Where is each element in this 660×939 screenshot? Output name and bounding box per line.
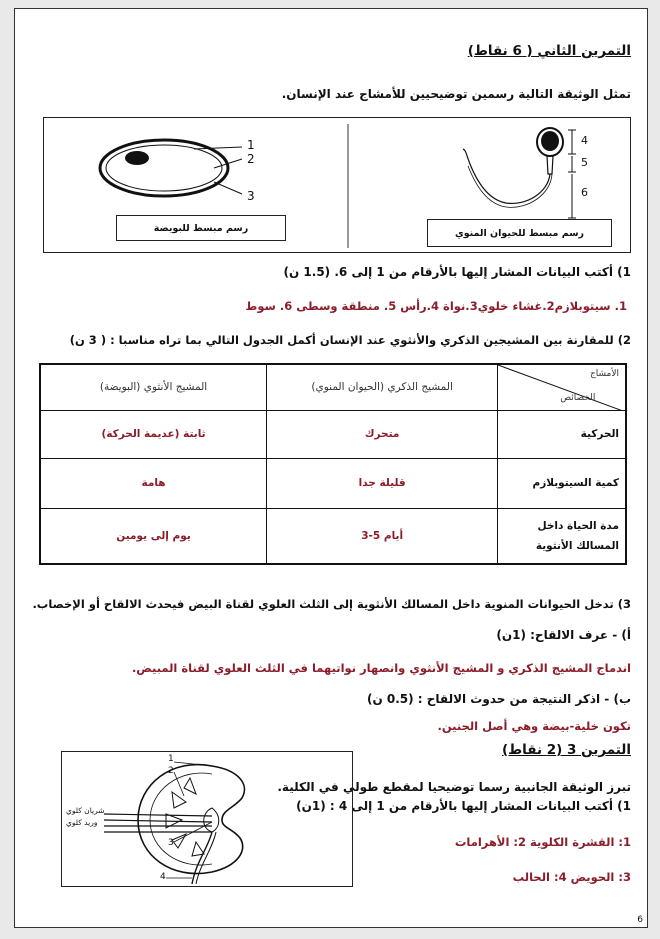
ex2-answer-3a: اندماج المشيج الذكري و المشيج الأنثوي وانصهار نواتيهما في الثلث العلوي لقناة المبيض. bbox=[131, 661, 631, 675]
cell-male-motility: متحرك bbox=[267, 410, 498, 458]
egg-caption: رسم مبسط للبويضة bbox=[116, 215, 286, 241]
comparison-table bbox=[39, 363, 627, 565]
ex2-answer-3b: تكون خلية-بيضة وهي أصل الجنين. bbox=[437, 719, 631, 733]
page-number: 6 bbox=[637, 915, 643, 925]
row-label-cytoplasm: كمية السيتوبلازم bbox=[498, 458, 626, 508]
table-row bbox=[40, 458, 626, 508]
exercise-2-title: التمرين الثاني ( 6 نقاط) bbox=[467, 43, 631, 59]
kidney-label-2: 2 bbox=[168, 766, 174, 776]
kidney-drawing bbox=[62, 752, 352, 886]
cell-female-cytoplasm: هامة bbox=[40, 458, 267, 508]
renal-vein-label: وريد كلوي bbox=[66, 818, 98, 827]
corner-cell bbox=[498, 364, 626, 410]
exercise-3-title: التمرين 3 (2 نقاط) bbox=[501, 742, 631, 758]
row-label-lifespan: مدة الحياة داخل المسالك الأنثوية bbox=[498, 508, 626, 564]
kidney-diagram bbox=[61, 751, 353, 887]
exercise-2-intro: تمثل الوثيقة التالية رسمين توضيحيين للأمشاج عند الإنسان. bbox=[281, 87, 631, 101]
cell-male-cytoplasm: قليلة جدا bbox=[267, 458, 498, 508]
sperm-label-5: 5 bbox=[581, 156, 588, 169]
ex2-question-3b: ب) - اذكر النتيجة من حدوث الالقاح : (0.5 ن) bbox=[366, 692, 631, 706]
row-label-motility: الحركية bbox=[498, 410, 626, 458]
kidney-label-1: 1 bbox=[168, 754, 174, 764]
sperm-caption: رسم مبسط للحيوان المنوي bbox=[427, 219, 612, 247]
exercise-3-intro: تبرز الوثيقة الجانبية رسما توضيحيا لمقطع طولي في الكلية. bbox=[277, 780, 631, 794]
cell-female-motility: ثابتة (عديمة الحركة) bbox=[40, 410, 267, 458]
sperm-label-4: 4 bbox=[581, 134, 588, 147]
corner-top-label: الأمشاج bbox=[589, 369, 619, 379]
kidney-label-4: 4 bbox=[160, 872, 166, 882]
cell-female-lifespan: يوم إلى يومين bbox=[40, 508, 267, 564]
ex2-question-2: 2) للمقارنة بين المشيجين الذكري والأنثوي عند الإنسان أكمل الجدول التالي بما تراه مناسبا : ( 3 ن) bbox=[69, 333, 631, 347]
table-header-row bbox=[40, 364, 626, 410]
egg-label-3: 3 bbox=[247, 189, 255, 203]
table-row bbox=[40, 410, 626, 458]
cell-male-lifespan: 3-5 أيام bbox=[267, 508, 498, 564]
worksheet-page bbox=[14, 8, 648, 928]
gametes-diagram bbox=[43, 117, 631, 253]
kidney-label-3: 3 bbox=[168, 838, 174, 848]
col-male-header: المشيج الذكري (الحيوان المنوي) bbox=[267, 364, 498, 410]
corner-bottom-label: الخصائص bbox=[560, 393, 596, 403]
sperm-cell-drawing bbox=[463, 128, 576, 218]
ex2-question-3: 3) تدخل الحيوانات المنوية داخل المسالك الأنثوية إلى الثلث العلوي لقناة البيض فيحدث الالقاح أو الإخصاب. bbox=[32, 597, 631, 611]
egg-cell-drawing bbox=[100, 140, 242, 196]
ex2-question-1: 1) أكتب البيانات المشار إليها بالأرقام من 1 إلى 6. (1.5 ن) bbox=[283, 265, 631, 279]
ex2-question-3a: أ) - عرف الالقاح: (1ن) bbox=[496, 628, 631, 642]
renal-artery-label: شريان كلوي bbox=[66, 806, 105, 815]
egg-label-1: 1 bbox=[247, 138, 255, 152]
ex3-answer-line-1: 1: القشرة الكلوية 2: الأهرامات bbox=[454, 835, 631, 849]
egg-label-2: 2 bbox=[247, 152, 255, 166]
ex2-answer-1: 1. سيتوبلازم2.غشاء خلوي3.نواة 4.رأس 5. منطقة وسطى 6. سوط bbox=[245, 299, 627, 313]
sperm-label-6: 6 bbox=[581, 186, 588, 199]
col-female-header: المشيج الأنثوي (البويضة) bbox=[40, 364, 267, 410]
table-row bbox=[40, 508, 626, 564]
ex3-answer-line-2: 3: الحويض 4: الحالب bbox=[512, 870, 631, 884]
ex3-question-1: 1) أكتب البيانات المشار إليها بالأرقام من 1 إلى 4 : (1ن) bbox=[296, 799, 631, 813]
